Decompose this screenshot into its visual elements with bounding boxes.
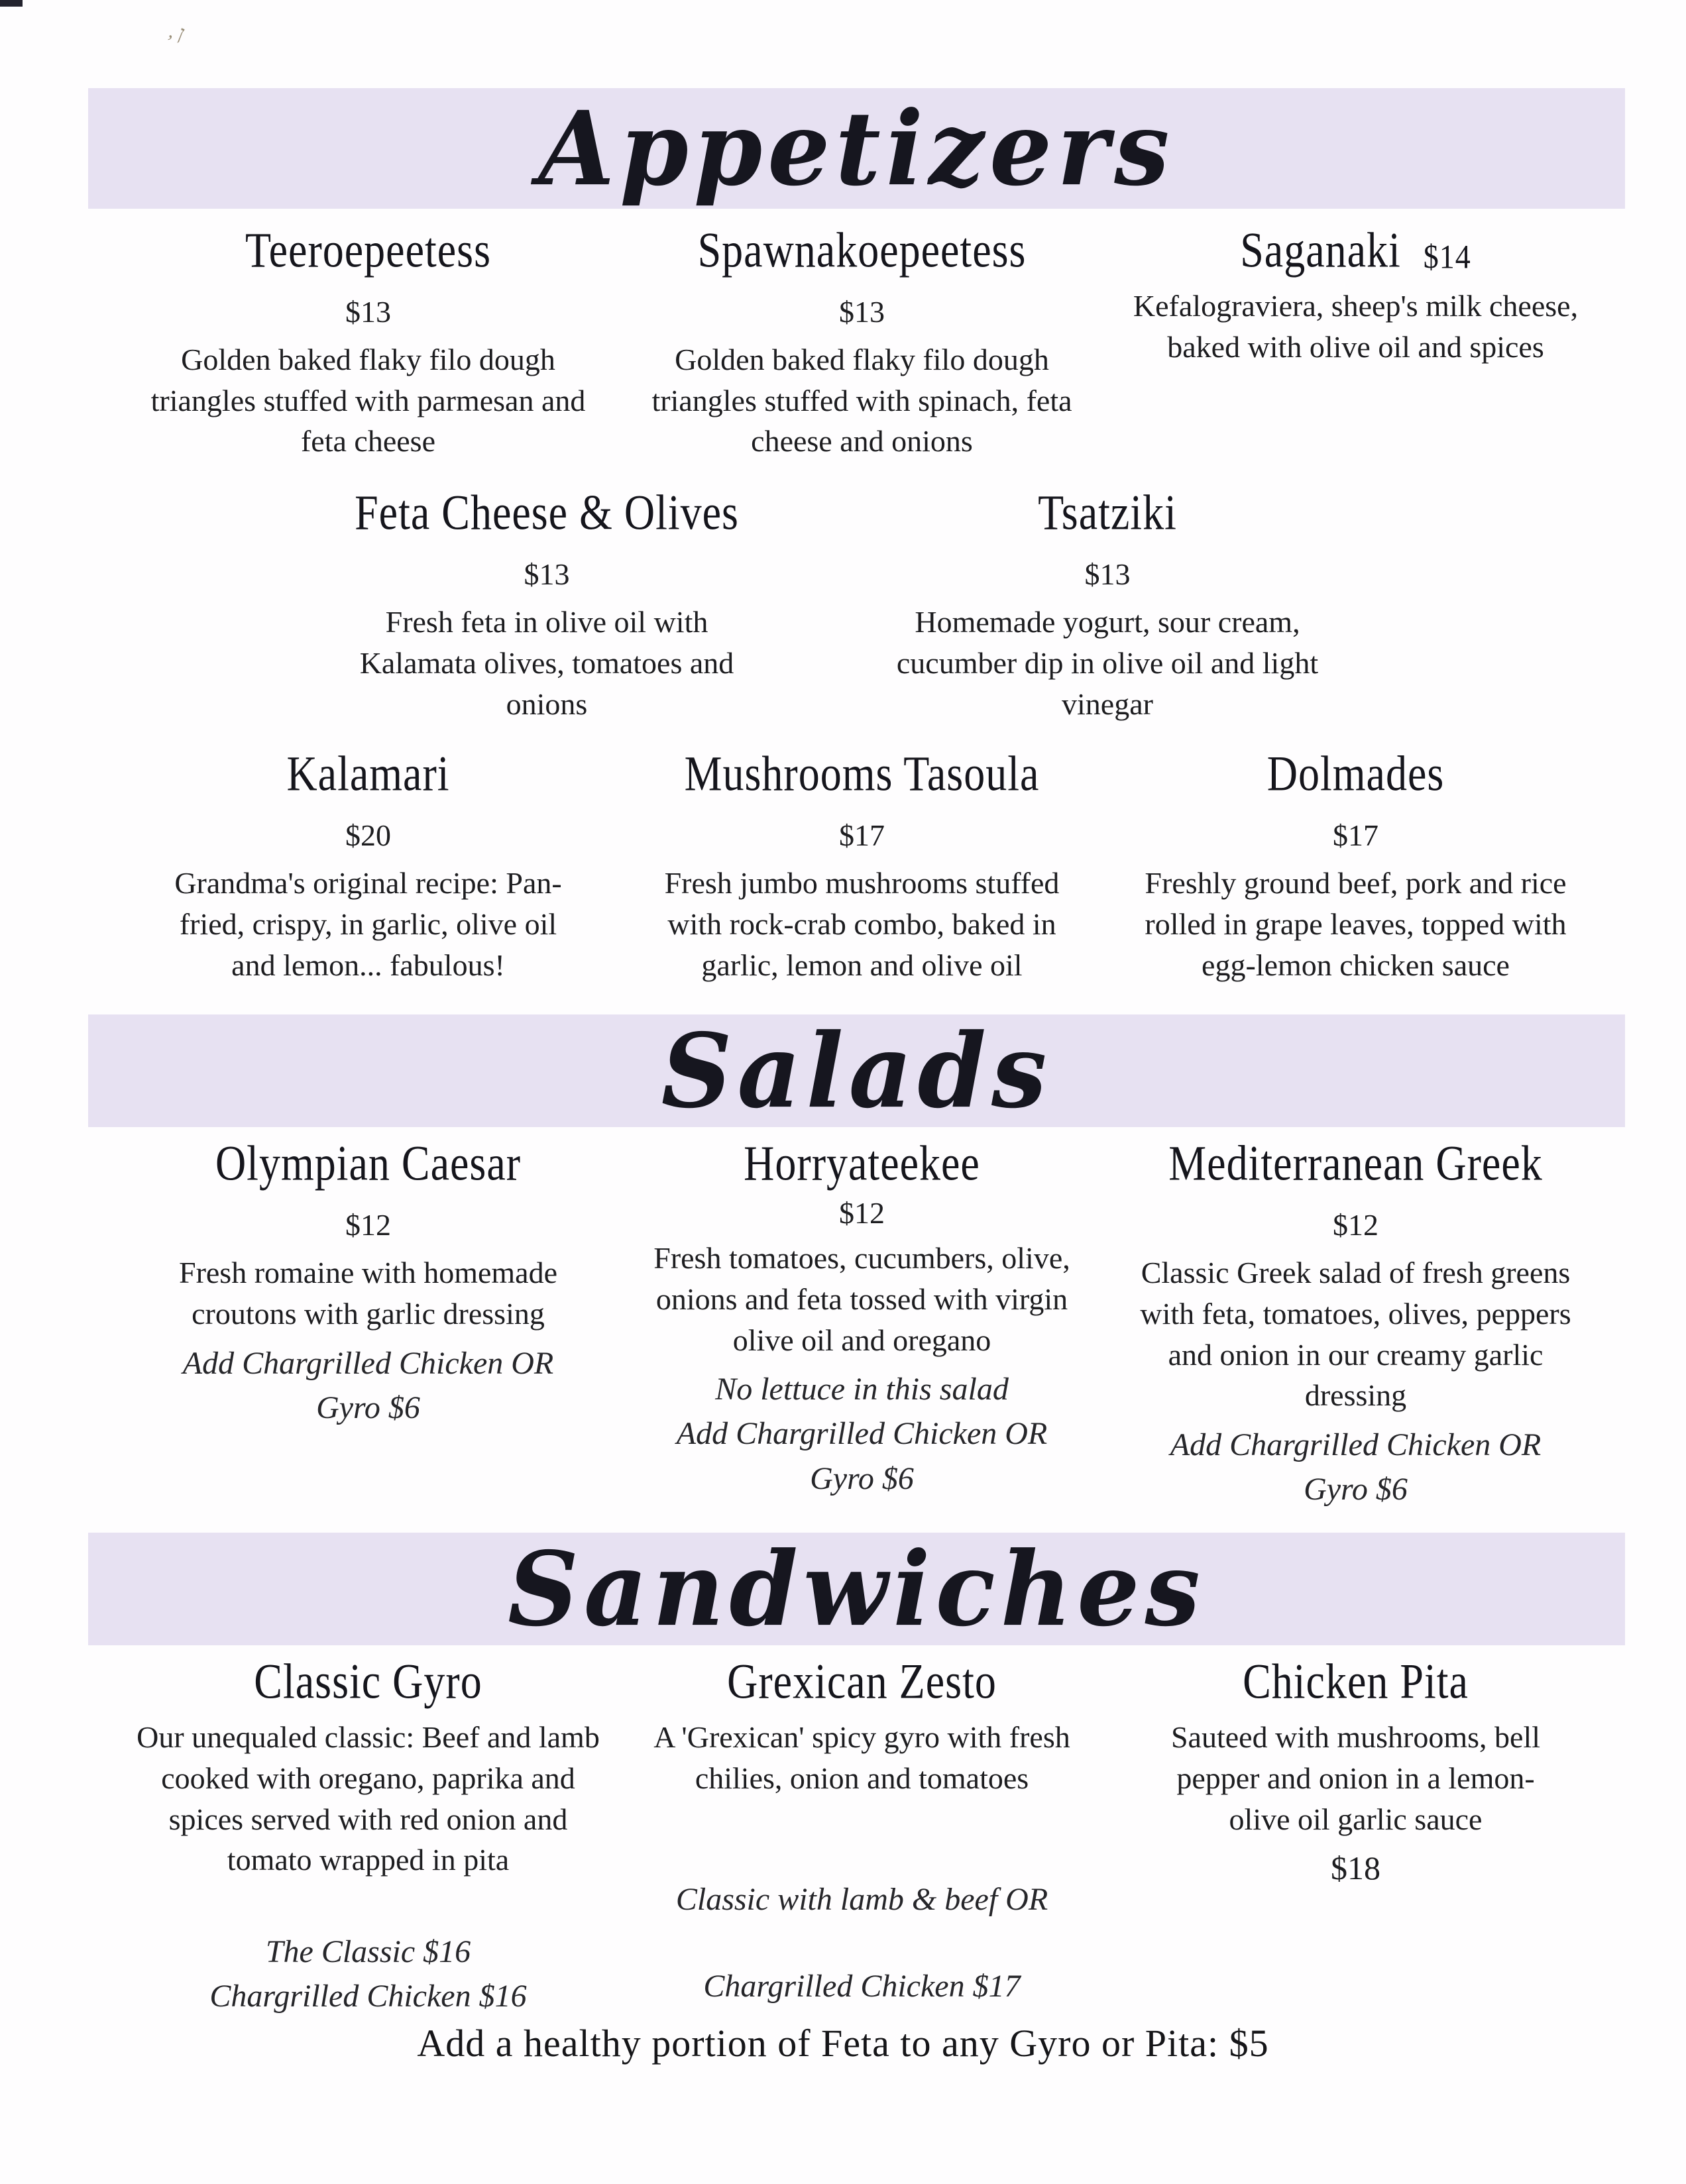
item-name: Spawnakoepeetess — [697, 222, 1027, 278]
item-notes — [128, 1341, 608, 1430]
item-price: $17 — [1333, 818, 1378, 853]
item-price: $12 — [345, 1208, 391, 1242]
menu-item-olympian-caesar — [121, 1135, 615, 1511]
item-price: $13 — [345, 295, 391, 329]
item-name: Olympian Caesar — [215, 1135, 522, 1191]
item-price: $18 — [1331, 1849, 1380, 1887]
salads-row — [0, 1135, 1686, 1511]
item-description: Classic Greek salad of fresh greens with feta, tomatoes, olives, peppers and onion in our creamy garlic dressing — [1140, 1256, 1571, 1413]
item-description: Fresh feta in olive oil with Kalamata olives, tomatoes and onions — [359, 605, 734, 721]
item-description: Golden baked flaky filo dough triangles stuffed with parmesan and feta cheese — [150, 343, 586, 459]
menu-item-teeroepeetess — [121, 222, 615, 462]
appetizers-row-1 — [0, 222, 1686, 462]
item-name: Grexican Zesto — [727, 1653, 997, 1710]
item-description: Kefalograviera, sheep's milk cheese, baked with olive oil and spices — [1133, 289, 1579, 364]
item-notes — [1115, 1423, 1596, 1511]
item-name: Tsatziki — [1038, 484, 1177, 541]
item-name: Kalamari — [286, 745, 450, 802]
item-price: $12 — [1333, 1208, 1378, 1242]
item-description: Freshly ground beef, pork and rice rolled in grape leaves, topped with egg-lemon chicken sauce — [1145, 866, 1567, 982]
item-description: Sauteed with mushrooms, bell pepper and onion in a lemon-olive oil garlic sauce — [1170, 1720, 1541, 1836]
item-note: Add Chargrilled Chicken OR Gyro $6 — [1170, 1427, 1542, 1507]
item-note: Add Chargrilled Chicken OR Gyro $6 — [676, 1416, 1048, 1496]
item-name: Chicken Pita — [1243, 1653, 1469, 1710]
menu-item-grexican-zesto — [615, 1653, 1109, 2018]
item-price: $17 — [839, 818, 885, 853]
item-name: Saganaki $14 — [1240, 222, 1471, 278]
item-description: Fresh romaine with homemade croutons with garlic dressing — [178, 1256, 558, 1331]
item-name: Classic Gyro — [254, 1653, 482, 1710]
item-note: The Classic $16 — [265, 1934, 471, 1969]
appetizers-row-2 — [0, 484, 1686, 724]
item-description: Golden baked flaky filo dough triangles stuffed with spinach, feta cheese and onions — [651, 343, 1072, 459]
item-notes — [128, 1930, 608, 2018]
item-notes — [622, 1367, 1102, 1501]
item-note: Chargrilled Chicken $16 — [209, 1978, 527, 2014]
section-band-sandwiches — [88, 1529, 1625, 1649]
item-name: Feta Cheese & Olives — [355, 484, 739, 541]
item-description: Fresh tomatoes, cucumbers, olive, onions and feta tossed with virgin olive oil and oregano — [653, 1241, 1070, 1357]
item-price: $12 — [839, 1196, 885, 1230]
menu-item-dolmades — [1109, 745, 1602, 985]
item-description: A 'Grexican' spicy gyro with fresh chilies, onion and tomatoes — [653, 1720, 1070, 1795]
sandwiches-row — [0, 1653, 1686, 2018]
menu-item-horryateekee — [615, 1135, 1109, 1511]
item-price: $20 — [345, 818, 391, 853]
item-name: Horryateekee — [744, 1135, 980, 1191]
footer-feta-offer: Add a healthy portion of Feta to any Gyro or Pita: $5 — [417, 2022, 1269, 2065]
item-note: Add Chargrilled Chicken OR Gyro $6 — [182, 1345, 554, 1425]
item-price: $14 — [1423, 238, 1471, 276]
menu-item-feta-cheese-olives — [266, 484, 827, 724]
item-note: Chargrilled Chicken $17 — [703, 1968, 1021, 2004]
section-title-salads: Salads — [661, 1010, 1052, 1131]
item-description: Homemade yogurt, sour cream, cucumber dip in olive oil and light vinegar — [896, 605, 1319, 721]
scan-artifact — [0, 0, 23, 7]
scan-squiggle-mark: , ן — [166, 20, 186, 45]
item-name: Dolmades — [1266, 745, 1445, 802]
menu-item-saganaki — [1109, 222, 1602, 462]
menu-item-classic-gyro — [121, 1653, 615, 2018]
menu-item-spawnakoepeetess — [615, 222, 1109, 462]
item-name: Mushrooms Tasoula — [684, 745, 1040, 802]
menu-item-tsatziki — [827, 484, 1388, 724]
item-description: Grandma's original recipe: Pan-fried, crispy, in garlic, olive oil and lemon... fabulous! — [174, 866, 562, 982]
appetizers-row-3 — [0, 745, 1686, 985]
item-price: $13 — [524, 557, 570, 592]
item-notes — [622, 1877, 1102, 2008]
section-title-appetizers: Appetizers — [538, 88, 1175, 209]
item-note: No lettuce in this salad — [715, 1372, 1009, 1407]
item-description: Our unequaled classic: Beef and lamb cooked with oregano, paprika and spices served with red onion and tomato wrapped in pita — [137, 1720, 600, 1877]
item-name: Mediterranean Greek — [1168, 1135, 1543, 1191]
item-name: Teeroepeetess — [245, 222, 491, 278]
item-note: Classic with lamb & beef OR — [675, 1881, 1048, 1917]
section-band-salads — [88, 1010, 1625, 1131]
menu-item-mediterranean-greek — [1109, 1135, 1602, 1511]
menu-item-chicken-pita — [1109, 1653, 1602, 2018]
menu-item-kalamari — [121, 745, 615, 985]
menu-item-mushrooms-tasoula — [615, 745, 1109, 985]
item-price: $13 — [839, 295, 885, 329]
item-description: Fresh jumbo mushrooms stuffed with rock-crab combo, baked in garlic, lemon and olive oil — [664, 866, 1060, 982]
section-band-appetizers — [88, 88, 1625, 209]
item-price: $13 — [1084, 557, 1131, 592]
section-title-sandwiches: Sandwiches — [508, 1529, 1206, 1649]
